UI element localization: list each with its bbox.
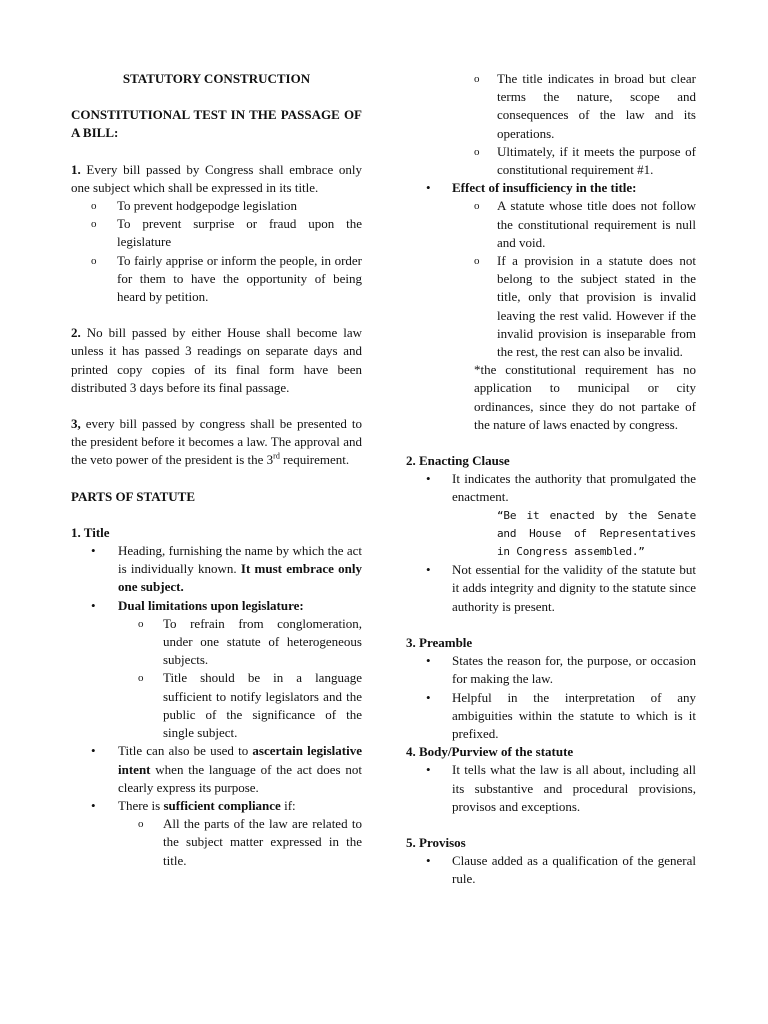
left-column xyxy=(71,70,362,870)
list-item: • Title can also be used to ascertain legislative intent when the language of the act does not clearly express its purpose. xyxy=(91,743,363,795)
list-item: • Not essential for the validity of the statute but it adds integrity and dignity to the statute since authority is present. xyxy=(426,562,696,614)
bullet-icon: • xyxy=(91,543,96,559)
circle-marker-icon: o xyxy=(138,672,144,685)
list-item: • Helpful in the interpretation of any ambiguities within the statute to which is it prefixed. xyxy=(426,689,696,741)
circle-marker-icon: o xyxy=(138,818,144,831)
subheading-enacting-clause: 2. Enacting Clause xyxy=(406,453,510,469)
test-1-text: Every bill passed by Congress shall embrace only one subject which shall be expressed in its title. xyxy=(71,161,362,195)
ordinance-note: *the constitutional requirement has no application to municipal or city ordinances, since they do not partake of the nature of laws enacted by congress. xyxy=(474,362,696,432)
bullet-icon: • xyxy=(426,180,431,196)
bullet-icon: • xyxy=(426,853,431,869)
body-list xyxy=(406,761,696,816)
bullet-icon: • xyxy=(426,689,431,705)
circle-marker-icon: o xyxy=(474,200,480,213)
list-item: • Effect of insufficiency in the title: xyxy=(406,179,696,197)
bullet-icon: • xyxy=(426,653,431,669)
test-2-number: 2. xyxy=(71,325,81,341)
list-item: • Heading, furnishing the name by which the act is individually known. It must embrace only one subject. xyxy=(91,543,362,595)
bullet-icon: • xyxy=(426,562,431,578)
list-item: • It tells what the law is all about, including all its substantive and procedural provisions, provisos and exceptions. xyxy=(426,762,696,814)
list-item: • It indicates the authority that promulgated the enactment. xyxy=(426,471,696,505)
subheading-provisos: 5. Provisos xyxy=(406,834,466,850)
list-item: • Clause added as a qualification of the general rule. xyxy=(426,853,696,887)
circle-marker-icon: o xyxy=(474,255,480,268)
bullet-icon: • xyxy=(426,762,431,778)
bullet-icon: • xyxy=(91,743,96,759)
document-title: STATUTORY CONSTRUCTION xyxy=(122,71,311,86)
list-item: o A statute whose title does not follow the constitutional requirement is null and void. xyxy=(474,198,696,250)
test-1-paragraph xyxy=(71,161,362,197)
bullet-icon: • xyxy=(91,797,96,813)
provisos-list xyxy=(406,852,696,888)
bullet-icon: • xyxy=(426,471,431,487)
test-1-list xyxy=(71,197,362,306)
list-item: • There is sufficient compliance if: xyxy=(71,797,362,815)
list-item: o The title indicates in broad but clear terms the nature, scope and consequences of the law and its operations. xyxy=(474,71,696,141)
list-item: • Dual limitations upon legislature: xyxy=(71,597,362,615)
list-item: o To prevent hodgepodge legislation xyxy=(71,197,362,215)
circle-marker-icon: o xyxy=(474,145,480,158)
enacting-list-2 xyxy=(406,561,696,616)
compliance-list-continued xyxy=(406,70,696,361)
enacting-quote: “Be it enacted by the Senate and House of Representatives in Congress assembled.” xyxy=(497,508,696,559)
list-item: o Title should be in a language sufficient to notify legislators and the public of the significance of the single subject. xyxy=(138,670,362,741)
list-item: o If a provision in a statute does not belong to the subject stated in the title, only that provision is invalid leaving the rest valid. However if the invalid provision is inseparable from the rest, the rest can also be invalid. xyxy=(474,253,696,360)
section-heading-constitutional-test: CONSTITUTIONAL TEST IN THE PASSAGE OF A BILL: xyxy=(71,107,362,141)
circle-marker-icon: o xyxy=(474,73,480,85)
list-item: o To prevent surprise or fraud upon the legislature xyxy=(91,216,362,250)
enacting-list xyxy=(406,470,696,506)
subheading-title: 1. Title xyxy=(71,524,110,540)
title-list xyxy=(71,542,362,870)
circle-marker-icon: o xyxy=(91,218,97,231)
list-item: o To fairly apprise or inform the people, in order for them to have the opportunity of being heard by petition. xyxy=(91,252,362,305)
list-item: • States the reason for, the purpose, or occasion for making the law. xyxy=(426,653,696,687)
circle-marker-icon: o xyxy=(91,254,97,267)
test-3-paragraph: 3, every bill passed by congress shall be presented to the president before it becomes a law. The approval and the veto power of the president is the 3rd requirement. xyxy=(71,416,362,468)
subheading-preamble: 3. Preamble xyxy=(406,634,473,650)
circle-marker-icon: o xyxy=(138,617,144,630)
section-heading-parts-of-statute: PARTS OF STATUTE xyxy=(71,488,196,504)
test-3-number: 3, xyxy=(71,416,81,432)
test-1-number: 1. xyxy=(71,161,81,177)
list-item: o All the parts of the law are related to the subject matter expressed in the title. xyxy=(138,816,362,868)
list-item: o To refrain from conglomeration, under one statute of heterogeneous subjects. xyxy=(138,615,362,668)
preamble-list xyxy=(406,652,696,743)
test-2-paragraph: 2. No bill passed by either House shall become law unless it has passed 3 readings on separate days and printed copy copies of its final form have been distributed 3 days before its final passage. xyxy=(71,325,362,395)
list-item: o Ultimately, if it meets the purpose of constitutional requirement #1. xyxy=(474,143,696,178)
right-column xyxy=(406,70,696,889)
bullet-icon: • xyxy=(91,597,96,613)
subheading-body: 4. Body/Purview of the statute xyxy=(406,744,574,760)
circle-marker-icon: o xyxy=(91,200,97,213)
